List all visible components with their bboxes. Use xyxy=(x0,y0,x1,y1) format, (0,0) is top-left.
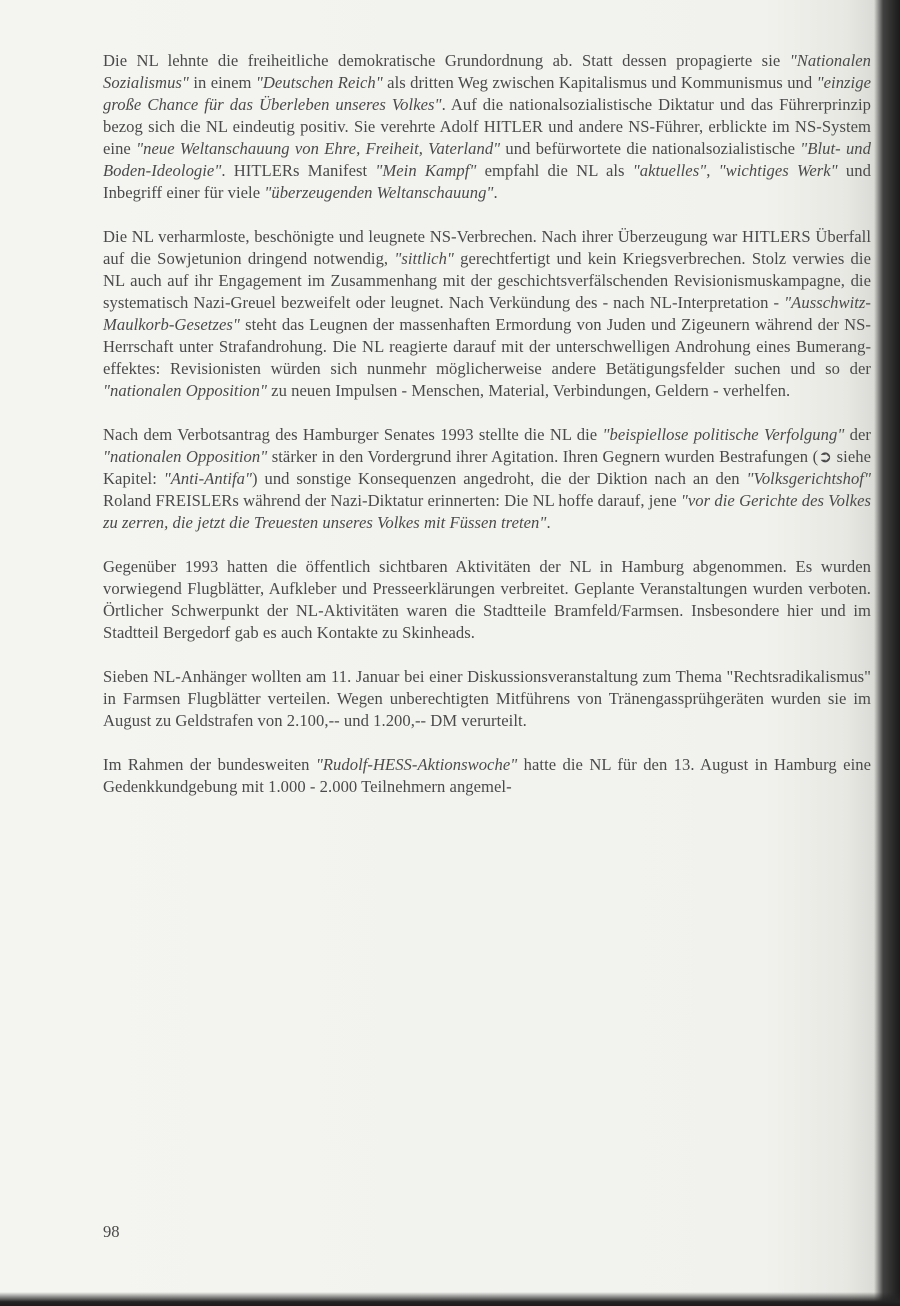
text-run: . HITLERs Manifest xyxy=(221,161,376,180)
quoted-term: "nationalen Opposition" xyxy=(103,381,267,400)
text-run: gerechtfertigt und kein Kriegsverbrechen. Stolz verwies die NL auch auf ihr Engagement im Zusammenhang mit der geschichtsverfälschenden Revisionismuskampagne, die systematisch Nazi-Greuel bezweifelt oder leugnet. Nach Verkündung des - nach NL-Interpretation - xyxy=(103,249,871,312)
quoted-term: "nationalen Opposition" xyxy=(103,447,268,466)
text-run: . xyxy=(546,513,551,532)
text-run: Roland FREISLERs während der Nazi-Diktatur erinnerten: Die NL hoffe darauf, jene xyxy=(103,491,681,510)
text-run: der xyxy=(844,425,871,444)
quoted-term: "Deutschen Reich" xyxy=(255,73,383,92)
quoted-term: "Mein Kampf" xyxy=(375,161,477,180)
text-run: stärker in den Vordergrund ihrer Agitation. Ihren Gegnern wurden Bestrafungen (➲ siehe Kapitel: xyxy=(103,447,872,488)
quoted-term: "neue Weltanschauung von Ehre, Freiheit, Vaterland" xyxy=(136,139,501,158)
text-run: Nach dem Verbotsantrag des Hamburger Senates 1993 stellte die NL die xyxy=(103,425,603,444)
quoted-term: "Blut- und Boden-Ideologie" xyxy=(103,139,871,180)
text-run: hatte die NL für den 13. August in Hamburg eine Gedenkkundgebung mit 1.000 - 2.000 Teilnehmern angemel- xyxy=(103,755,871,796)
paragraph-6 xyxy=(103,754,871,798)
text-run: . Auf die nationalsozialistische Diktatur und das Führerprinzip bezog sich die NL eindeutig positiv. Sie verehrte Adolf HITLER und andere NS-Führer, erblickte im NS-System eine xyxy=(103,95,872,158)
quoted-term: "vor die Gerichte des Volkes zu zerren, die jetzt die Treuesten unseres Volkes mit Füssen treten" xyxy=(103,491,871,532)
page-number: 98 xyxy=(103,1222,120,1241)
paragraph-4 xyxy=(103,556,871,644)
text-run: Die NL verharmloste, beschönigte und leugnete NS-Verbrechen. Nach ihrer Überzeugung war HITLERS Überfall auf die Sowjetunion dringend notwendig, xyxy=(103,227,871,268)
quoted-term: "Ausschwitz-Maulkorb-Gesetzes" xyxy=(103,293,871,334)
text-run: Sieben NL-Anhänger wollten am 11. Januar bei einer Diskussionsveranstaltung zum Thema "Rechtsradikalismus" in Farmsen Flugblätter verteilen. Wegen unberechtigten Mitführens von Tränengassprühgeräten wurden sie im August zu Geldstrafen von 2.100,-- und 1.200,-- DM verurteilt. xyxy=(103,667,871,730)
quoted-term: "Rudolf-HESS-Aktionswoche" xyxy=(315,755,518,774)
text-run: als dritten Weg zwischen Kapitalismus und Kommunismus und xyxy=(382,73,817,92)
text-run: und Inbegriff einer für viele xyxy=(103,161,871,202)
text-run: Im Rahmen der bundesweiten xyxy=(103,755,316,774)
quoted-term: "sittlich" xyxy=(394,249,454,268)
page-bottom-edge xyxy=(0,1292,900,1306)
quoted-term: "Volksgerichtshof" xyxy=(746,469,871,488)
paragraph-2 xyxy=(103,226,871,402)
text-run: , xyxy=(706,161,719,180)
text-run: . xyxy=(493,183,498,202)
book-gutter-shadow xyxy=(874,0,900,1306)
text-run: ) und sonstige Konsequenzen angedroht, die der Diktion nach an den xyxy=(252,469,747,488)
quoted-term: "Anti-Antifa" xyxy=(163,469,253,488)
text-run: empfahl die NL als xyxy=(476,161,633,180)
text-run: steht das Leugnen der massenhaften Ermordung von Juden und Zigeunern während der NS-Herrschaft unter Strafandrohung. Die NL reagierte darauf mit der unterschwelligen Androhung eines Bumerangeffektes: Revisionisten würden sich nunmehr möglicherweise andere Betätigungsfelder suchen und so der xyxy=(103,315,871,378)
quoted-term: "aktuelles" xyxy=(632,161,707,180)
body-text xyxy=(103,50,871,820)
paragraph-5 xyxy=(103,666,871,732)
text-run: Gegenüber 1993 hatten die öffentlich sichtbaren Aktivitäten der NL in Hamburg abgenommen. Es wurden vorwiegend Flugblätter, Aufkleber und Presseerklärungen verbreitet. Geplante Veranstaltungen wurden verboten. Örtlicher Schwerpunkt der NL-Aktivitäten waren die Stadtteile Bramfeld/Farmsen. Insbesondere hier und im Stadtteil Bergedorf gab es auch Kontakte zu Skinheads. xyxy=(103,557,871,642)
quoted-term: "wichtiges Werk" xyxy=(718,161,838,180)
quoted-term: "Nationalen Sozialismus" xyxy=(103,51,871,92)
text-run: zu neuen Impulsen - Menschen, Material, Verbindungen, Geldern - verhelfen. xyxy=(266,381,791,400)
quoted-term: "beispiellose politische Verfolgung" xyxy=(602,425,845,444)
paragraph-1 xyxy=(103,50,871,204)
paragraph-3 xyxy=(103,424,871,534)
text-run: in einem xyxy=(188,73,256,92)
quoted-term: "überzeugenden Weltanschauung" xyxy=(264,183,494,202)
text-run: Die NL lehnte die freiheitliche demokratische Grundordnung ab. Statt dessen propagierte sie xyxy=(103,51,790,70)
quoted-term: "einzige große Chance für das Überleben unseres Volkes" xyxy=(103,73,871,114)
text-run: und befürwortete die nationalsozialistische xyxy=(500,139,801,158)
